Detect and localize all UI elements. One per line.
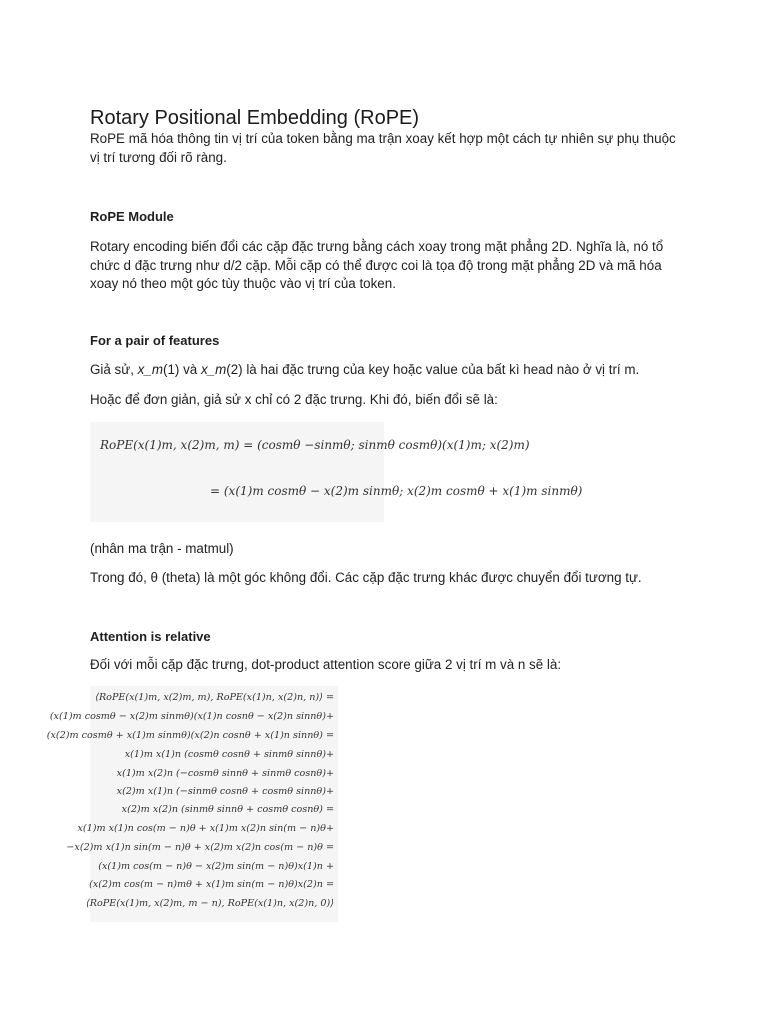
rope-rotation-formula — [90, 422, 583, 522]
formula-line: RoPE(x(1)m, x(2)m, m) = (cosmθ −sinmθ; sinmθ cosmθ)(x(1)m; x(2)m) — [100, 438, 530, 452]
page-title: Rotary Positional Embedding (RoPE) — [90, 107, 420, 130]
attention-derivation-formula — [46, 686, 338, 922]
formula-line: (x(1)m cosmθ − x(2)m sinmθ)(x(1)n cosnθ − x(2)n sinnθ)+ — [49, 711, 334, 722]
rope-module-heading: RoPE Module — [90, 209, 174, 224]
formula-line: x(1)m x(1)n cos(m − n)θ + x(1)m x(2)n sin(m − n)θ+ — [77, 823, 334, 834]
formula-line: = (x(1)m cosmθ − x(2)m sinmθ; x(2)m cosmθ + x(1)m sinmθ) — [210, 484, 583, 498]
formula-line: x(2)m x(2)n (sinmθ sinnθ + cosmθ cosnθ) = — [121, 804, 334, 815]
formula-line: −x(2)m x(1)n sin(m − n)θ + x(2)m x(2)n cos(m − n)θ = — [66, 842, 334, 853]
attention-paragraph: Đối với mỗi cặp đặc trưng, dot-product attention score giữa 2 vị trí m và n sẽ là: — [90, 657, 562, 672]
intro-paragraph: RoPE mã hóa thông tin vị trí của token bằng ma trận xoay kết hợp một cách tự nhiên sự phụ thuộc vị trí tương đối rõ ràng. — [90, 131, 676, 165]
theta-paragraph: Trong đó, θ (theta) là một góc không đổi. Các cặp đặc trưng khác được chuyển đổi tương tự. — [90, 570, 642, 585]
formula-line: ⟨RoPE(x(1)m, x(2)m, m), RoPE(x(1)n, x(2)n, n)⟩ = — [95, 692, 334, 703]
attention-heading: Attention is relative — [90, 629, 211, 644]
pair-features-paragraph-1: Giả sử, x_m(1) và x_m(2) là hai đặc trưng của key hoặc value của bất kì head nào ở vị trí m. — [90, 362, 640, 377]
formula-line: x(1)m x(2)n (−cosmθ sinnθ + sinmθ cosnθ)+ — [116, 768, 334, 779]
pair-features-heading: For a pair of features — [90, 333, 220, 348]
formula-line: (x(2)m cos(m − n)mθ + x(1)m sin(m − n)θ)x(2)n = — [89, 879, 334, 890]
formula-line: (x(1)m cos(m − n)θ − x(2)m sin(m − n)θ)x(1)n + — [98, 861, 334, 872]
rope-module-paragraph: Rotary encoding biến đổi các cặp đặc trưng bằng cách xoay trong mặt phẳng 2D. Nghĩa là, nó tổ chức d đặc trưng như d/2 cặp. Mỗi cặp có thể được coi là tọa độ trong mặt phẳng 2D và mã hóa xoay nó theo một góc tùy thuộc vào vị trí của token. — [90, 239, 664, 291]
pair-features-paragraph-2: Hoặc để đơn giản, giả sử x chỉ có 2 đặc trưng. Khi đó, biến đổi sẽ là: — [90, 392, 498, 407]
formula-line: x(2)m x(1)n (−sinmθ cosnθ + cosmθ sinnθ)+ — [116, 786, 334, 797]
formula-line: (x(2)m cosmθ + x(1)m sinmθ)(x(2)n cosnθ + x(1)n sinnθ) = — [46, 730, 334, 741]
formula-line: ⟨RoPE(x(1)m, x(2)m, m − n), RoPE(x(1)n, x(2)n, 0)⟩ — [86, 898, 334, 909]
matmul-caption: (nhân ma trận - matmul) — [90, 541, 234, 556]
formula-line: x(1)m x(1)n (cosmθ cosnθ + sinmθ sinnθ)+ — [124, 749, 334, 760]
